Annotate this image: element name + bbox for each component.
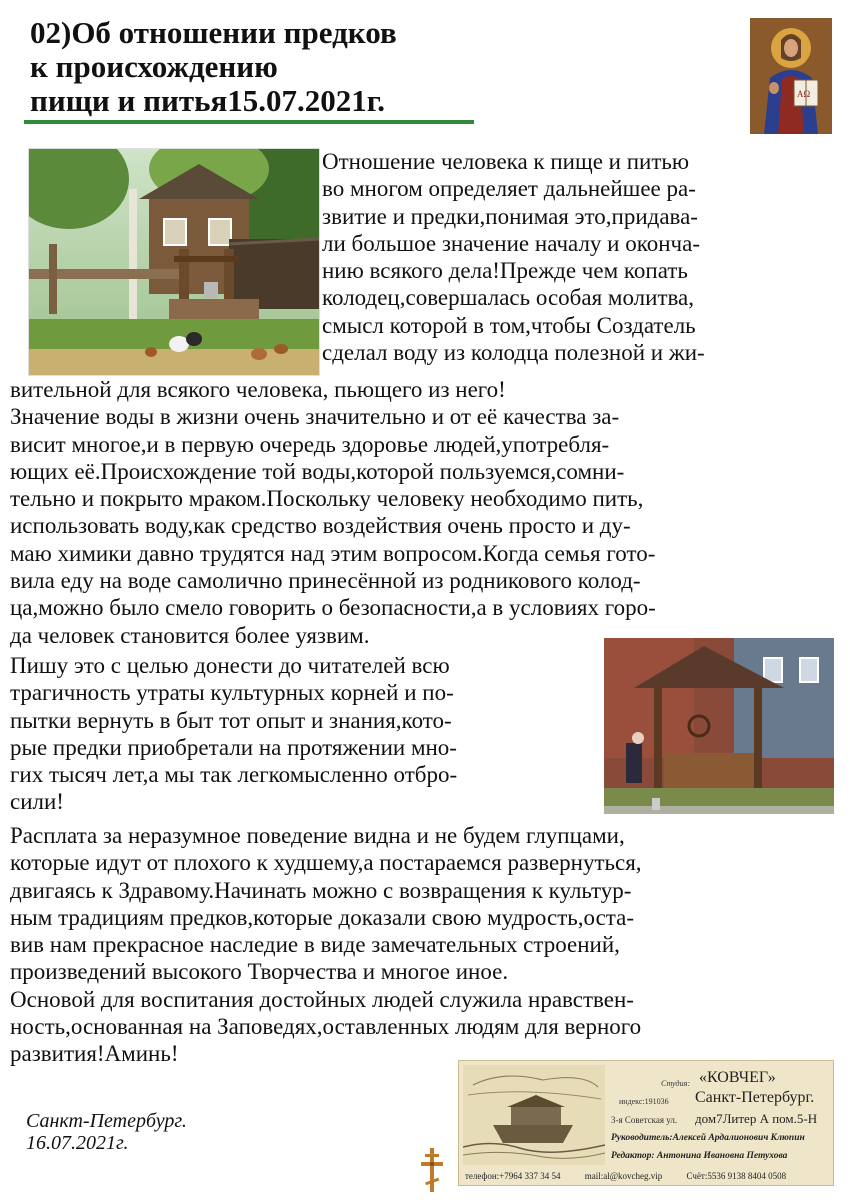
title-line-1: 02)Об отношении предков — [30, 15, 397, 50]
text-line: маю химики давно трудятся над этим вопросом.Когда семья гото- — [10, 540, 656, 566]
text-line: Основой для воспитания достойных людей служила нравствен- — [10, 986, 634, 1012]
stamp-account: Счёт:5536 9138 8404 0508 — [686, 1171, 787, 1181]
stamp-city: Санкт-Петербург. — [695, 1089, 815, 1106]
title-line-2: к происхождению — [30, 49, 278, 84]
stamp-studio-label: Студия: — [661, 1079, 690, 1088]
stamp-house: дом7Литер А пом.5-Н — [695, 1111, 818, 1126]
signature-city: Санкт-Петербург. — [26, 1110, 187, 1132]
signature — [26, 1110, 187, 1154]
christ-icon-image — [750, 18, 832, 134]
stamp-mail: mail:al@kovcheg.vip — [584, 1171, 663, 1181]
text-line: развития!Аминь! — [10, 1041, 179, 1067]
text-line: Расплата за неразумное поведение видна и не будем глупцами, — [10, 823, 625, 848]
text-line: которые идут от плохого к худшему,а постараемся развернуться, — [10, 850, 642, 876]
text-line: во многом определяет дальнейшее ра- — [322, 176, 696, 202]
text-line: вила еду на воде самолично принесённой из родникового колод- — [10, 568, 641, 594]
text-line: Значение воды в жизни очень значительно и от её качества за- — [10, 404, 620, 430]
stamp-head: Руководитель:Алексей Ардалионович Клюпин — [611, 1133, 805, 1143]
text-line: Пишу это с целью донести до читателей всю — [10, 653, 450, 678]
text-line: тельно и покрыто мраком.Поскольку человеку необходимо пить, — [10, 486, 644, 512]
text-line: ющих её.Происхождение той воды,которой пользуемся,сомни- — [10, 458, 625, 484]
ark-engraving-image — [463, 1065, 605, 1165]
text-line: пытки вернуть в быт тот опыт и знания,кото- — [10, 707, 452, 733]
text-line: трагичность утраты культурных корней и по- — [10, 680, 454, 706]
text-line: ли большое значение началу и оконча- — [322, 230, 700, 256]
stamp-index: индекс:191036 — [619, 1097, 669, 1106]
text-line: использовать воду,как средство воздействия очень просто и ду- — [10, 513, 631, 539]
text-line: ность,основанная на Заповедях,оставленных людям для верного — [10, 1014, 642, 1040]
text-line: звитие и предки,понимая это,придава- — [322, 203, 698, 229]
text-line: ца,можно было смело говорить о безопасности,а в условиях горо- — [10, 595, 656, 621]
icon-book-letters: AΩ — [797, 89, 811, 99]
article-title — [30, 16, 480, 118]
text-line: вив нам прекрасное наследие в виде замечательных строений, — [10, 932, 620, 958]
publisher-stamp — [458, 1060, 834, 1186]
village-well-photo — [604, 638, 834, 814]
paragraph-1 — [322, 148, 705, 366]
text-line: двигаясь к Здравому.Начинать можно с возвращения к культур- — [10, 877, 632, 903]
stamp-studio-name: «КОВЧЕГ» — [699, 1069, 776, 1086]
stamp-editor: Редактор: Антонина Ивановна Петухова — [611, 1151, 788, 1161]
text-line: колодец,совершалась особая молитва, — [322, 285, 695, 311]
stamp-contacts — [465, 1171, 808, 1181]
text-line: рые предки приобретали на протяжении мно- — [10, 734, 457, 760]
text-line: нию всякого дела!Прежде чем копать — [322, 258, 688, 284]
paragraph-4 — [10, 822, 642, 1068]
stamp-street: 3-я Советская ул. — [611, 1115, 678, 1125]
text-line: да человек становится более уязвим. — [10, 622, 370, 648]
title-line-3: пищи и питья15.07.2021г. — [30, 83, 386, 118]
title-underline — [24, 120, 474, 124]
text-line: ным традициям предков,которые доказали свою мудрость,оста- — [10, 904, 634, 930]
text-line: Отношение человека к пище и питью — [322, 149, 690, 174]
text-line: смысл которой в том,чтобы Создатель — [322, 312, 696, 338]
text-line: сделал воду из колодца полезной и жи- — [322, 340, 705, 366]
text-line: висит многое,и в первую очередь здоровье людей,употребля- — [10, 431, 610, 457]
village-house-painting — [28, 148, 320, 376]
paragraph-2 — [10, 376, 656, 649]
paragraph-3 — [10, 652, 457, 816]
text-line: гих тысяч лет,а мы так легкомысленно отбро- — [10, 762, 458, 788]
stamp-phone: телефон:+7964 337 34 54 — [465, 1171, 561, 1181]
signature-date: 16.07.2021г. — [26, 1132, 129, 1154]
text-line: вительной для всякого человека, пьющего из него! — [10, 377, 506, 402]
text-line: произведений высокого Творчества и многое иное. — [10, 959, 509, 985]
orthodox-cross-icon — [418, 1146, 446, 1194]
text-line: сили! — [10, 789, 64, 815]
